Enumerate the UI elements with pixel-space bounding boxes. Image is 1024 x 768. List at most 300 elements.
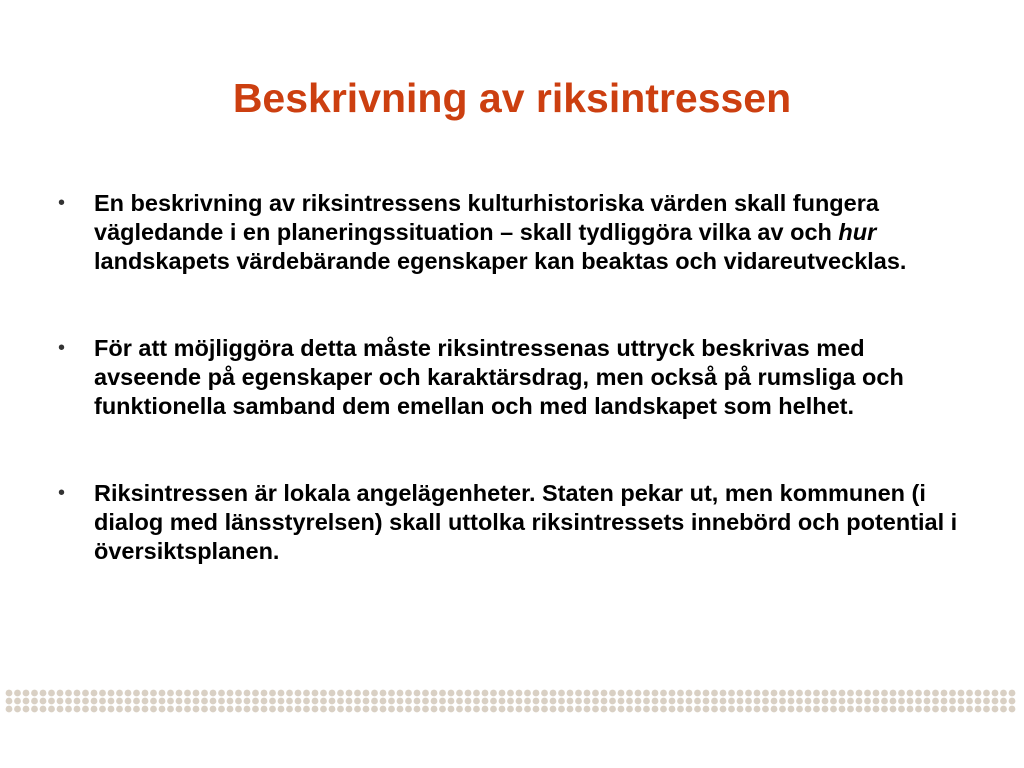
decorative-dot	[312, 706, 319, 713]
decorative-dot	[609, 698, 616, 705]
decorative-dot	[371, 698, 378, 705]
decorative-dot	[346, 698, 353, 705]
decorative-dot	[295, 690, 302, 697]
decorative-dot	[31, 698, 38, 705]
decorative-dot	[847, 698, 854, 705]
decorative-dot	[439, 698, 446, 705]
decorative-dot	[354, 706, 361, 713]
decorative-dot	[915, 698, 922, 705]
decorative-dot	[320, 698, 327, 705]
decorative-dot	[490, 706, 497, 713]
decorative-dot	[23, 698, 30, 705]
decorative-dot	[380, 698, 387, 705]
decorative-dot	[303, 690, 310, 697]
decorative-dot	[6, 698, 13, 705]
decorative-dot	[176, 690, 183, 697]
decorative-dot	[414, 706, 421, 713]
decorative-dot	[983, 690, 990, 697]
decorative-dot	[541, 706, 548, 713]
decorative-dot	[609, 706, 616, 713]
decorative-dot	[456, 706, 463, 713]
decorative-dot	[881, 690, 888, 697]
decorative-dot	[116, 690, 123, 697]
decorative-dot	[907, 690, 914, 697]
decorative-dot	[558, 706, 565, 713]
decorative-dot	[813, 698, 820, 705]
decorative-dot	[150, 706, 157, 713]
decorative-dot	[618, 706, 625, 713]
decorative-dot	[295, 706, 302, 713]
decorative-dot	[958, 690, 965, 697]
decorative-dot	[932, 690, 939, 697]
decorative-dot	[201, 706, 208, 713]
decorative-dot	[473, 706, 480, 713]
bullet-icon: •	[58, 482, 66, 504]
decorative-dot	[796, 706, 803, 713]
decorative-dot	[65, 690, 72, 697]
decorative-dot	[286, 698, 293, 705]
decorative-dot	[65, 698, 72, 705]
decorative-dot	[932, 706, 939, 713]
decorative-dot	[363, 698, 370, 705]
decorative-dot	[966, 698, 973, 705]
decorative-dot	[150, 698, 157, 705]
decorative-dot	[167, 698, 174, 705]
decorative-dot	[507, 698, 514, 705]
decorative-dot	[235, 690, 242, 697]
decorative-dot	[218, 706, 225, 713]
decorative-dot	[839, 706, 846, 713]
decorative-dot	[796, 698, 803, 705]
decorative-dot	[431, 706, 438, 713]
decorative-dot	[686, 690, 693, 697]
decorative-dot	[473, 690, 480, 697]
decorative-dot	[473, 698, 480, 705]
decorative-dot	[448, 698, 455, 705]
decorative-dot	[244, 706, 251, 713]
decorative-dot	[737, 706, 744, 713]
decorative-dot	[303, 706, 310, 713]
decorative-dot	[74, 698, 81, 705]
decorative-dot	[57, 706, 64, 713]
decorative-dot	[924, 706, 931, 713]
decorative-dot	[669, 698, 676, 705]
decorative-dot	[643, 690, 650, 697]
decorative-dot	[337, 706, 344, 713]
decorative-dot	[133, 690, 140, 697]
decorative-dot	[490, 698, 497, 705]
decorative-dot	[796, 690, 803, 697]
decorative-dot	[312, 698, 319, 705]
decorative-dot	[941, 706, 948, 713]
decorative-dot	[660, 698, 667, 705]
decorative-dot	[813, 690, 820, 697]
decorative-dot	[771, 706, 778, 713]
decorative-dot	[609, 690, 616, 697]
decorative-dot	[48, 690, 55, 697]
decorative-dot	[482, 698, 489, 705]
decorative-dot	[822, 698, 829, 705]
decorative-dot	[524, 690, 531, 697]
decorative-dot	[252, 698, 259, 705]
decorative-dot	[261, 698, 268, 705]
decorative-dot	[669, 706, 676, 713]
decorative-dot	[31, 706, 38, 713]
decorative-dot	[711, 698, 718, 705]
decorative-dot	[626, 706, 633, 713]
decorative-dot	[108, 706, 115, 713]
decorative-dot	[261, 706, 268, 713]
decorative-dot	[694, 698, 701, 705]
decorative-dot	[584, 690, 591, 697]
decorative-dot	[125, 706, 132, 713]
decorative-dot	[703, 690, 710, 697]
decorative-dot	[1009, 698, 1016, 705]
decorative-dot	[142, 690, 149, 697]
decorative-dot	[82, 698, 89, 705]
decorative-dot	[133, 706, 140, 713]
decorative-dot	[669, 690, 676, 697]
decorative-dot	[329, 706, 336, 713]
decorative-dot	[847, 690, 854, 697]
decorative-dot	[57, 698, 64, 705]
decorative-dot	[201, 698, 208, 705]
decorative-dot	[873, 690, 880, 697]
decorative-dot	[227, 706, 234, 713]
decorative-dot	[269, 698, 276, 705]
decorative-dot	[227, 690, 234, 697]
decorative-dot	[210, 706, 217, 713]
decorative-dot	[873, 698, 880, 705]
decorative-dot	[949, 706, 956, 713]
decorative-dot	[516, 690, 523, 697]
decorative-dot	[992, 690, 999, 697]
decorative-dot	[779, 698, 786, 705]
decorative-dot	[567, 698, 574, 705]
decorative-dot	[890, 690, 897, 697]
decorative-dot	[584, 698, 591, 705]
decorative-dot	[261, 690, 268, 697]
decorative-dot	[864, 706, 871, 713]
decorative-dot	[448, 690, 455, 697]
decorative-dot	[125, 698, 132, 705]
decorative-dot	[91, 706, 98, 713]
decorative-dot	[533, 698, 540, 705]
decorative-dot	[499, 706, 506, 713]
decorative-dot	[91, 690, 98, 697]
decorative-dot	[363, 706, 370, 713]
decorative-dot	[966, 706, 973, 713]
decorative-dot	[252, 690, 259, 697]
decorative-dot	[507, 690, 514, 697]
decorative-dot	[295, 698, 302, 705]
decorative-dot	[184, 698, 191, 705]
decorative-dot	[48, 698, 55, 705]
decorative-dot	[82, 706, 89, 713]
decorative-dot	[1000, 706, 1007, 713]
decorative-dot	[176, 706, 183, 713]
decorative-dot	[499, 690, 506, 697]
decorative-dot	[6, 706, 13, 713]
decorative-dot	[728, 698, 735, 705]
decorative-dot	[40, 698, 47, 705]
decorative-dot	[414, 698, 421, 705]
decorative-dot	[762, 698, 769, 705]
decorative-dot	[949, 690, 956, 697]
decorative-dot	[915, 706, 922, 713]
decorative-dot	[6, 690, 13, 697]
decorative-dot	[635, 706, 642, 713]
decorative-dot	[99, 698, 106, 705]
decorative-dot	[558, 690, 565, 697]
decorative-dot	[788, 690, 795, 697]
decorative-dot	[312, 690, 319, 697]
decorative-dot	[805, 698, 812, 705]
decorative-dot	[167, 690, 174, 697]
decorative-dot	[618, 690, 625, 697]
decorative-dot	[830, 698, 837, 705]
decorative-dot	[822, 706, 829, 713]
decorative-dot	[397, 698, 404, 705]
decorative-dot	[125, 690, 132, 697]
decorative-dot	[193, 698, 200, 705]
bullet-text: En beskrivning av riksintressens kulturhistoriska värden skall fungera vägledande i en planeringssituation – skall tydliggöra vilka av och	[94, 190, 879, 245]
decorative-dot	[142, 706, 149, 713]
decorative-dot	[864, 698, 871, 705]
decorative-dot	[346, 690, 353, 697]
decorative-dot	[592, 690, 599, 697]
decorative-dot	[805, 706, 812, 713]
decorative-dot	[890, 706, 897, 713]
decorative-dot	[958, 698, 965, 705]
decorative-dot	[711, 706, 718, 713]
decorative-dot	[924, 690, 931, 697]
decorative-dot	[567, 706, 574, 713]
decorative-dot	[278, 698, 285, 705]
decorative-dot	[1009, 706, 1016, 713]
bullet-item-3	[58, 479, 968, 566]
decorative-dot	[337, 690, 344, 697]
decorative-dot	[907, 706, 914, 713]
decorative-dot	[541, 690, 548, 697]
decorative-dot	[278, 690, 285, 697]
bullet-emphasis: hur	[838, 219, 877, 245]
decorative-dot	[405, 698, 412, 705]
decorative-dot	[516, 698, 523, 705]
decorative-dot	[388, 706, 395, 713]
decorative-dot	[31, 690, 38, 697]
decorative-dot	[626, 698, 633, 705]
dotted-border-decoration	[0, 688, 1024, 718]
decorative-dot	[465, 706, 472, 713]
decorative-dot	[677, 698, 684, 705]
bullet-item-1	[58, 189, 968, 276]
decorative-dot	[983, 698, 990, 705]
decorative-dot	[720, 706, 727, 713]
decorative-dot	[907, 698, 914, 705]
decorative-dot	[422, 698, 429, 705]
decorative-dot	[652, 698, 659, 705]
decorative-dot	[694, 706, 701, 713]
decorative-dot	[329, 690, 336, 697]
decorative-dot	[397, 706, 404, 713]
decorative-dot	[218, 698, 225, 705]
decorative-dot	[116, 706, 123, 713]
decorative-dot	[686, 698, 693, 705]
decorative-dot	[388, 698, 395, 705]
decorative-dot	[830, 706, 837, 713]
decorative-dot	[320, 706, 327, 713]
decorative-dot	[184, 690, 191, 697]
decorative-dot	[660, 690, 667, 697]
decorative-dot	[371, 706, 378, 713]
decorative-dot	[286, 706, 293, 713]
decorative-dot	[601, 698, 608, 705]
decorative-dot	[269, 690, 276, 697]
decorative-dot	[558, 698, 565, 705]
decorative-dot	[210, 698, 217, 705]
decorative-dot	[320, 690, 327, 697]
decorative-dot	[40, 706, 47, 713]
decorative-dot	[286, 690, 293, 697]
decorative-dot	[14, 698, 21, 705]
decorative-dot	[771, 690, 778, 697]
decorative-dot	[873, 706, 880, 713]
decorative-dot	[82, 690, 89, 697]
decorative-dot	[524, 698, 531, 705]
decorative-dot	[992, 706, 999, 713]
decorative-dot	[541, 698, 548, 705]
decorative-dot	[830, 690, 837, 697]
decorative-dot	[737, 698, 744, 705]
decorative-dot	[193, 706, 200, 713]
decorative-dot	[754, 706, 761, 713]
decorative-dot	[941, 690, 948, 697]
decorative-dot	[975, 706, 982, 713]
decorative-dot	[1000, 698, 1007, 705]
decorative-dot	[23, 690, 30, 697]
decorative-dot	[159, 698, 166, 705]
decorative-dot	[958, 706, 965, 713]
decorative-dot	[754, 690, 761, 697]
decorative-dot	[465, 690, 472, 697]
decorative-dot	[779, 690, 786, 697]
decorative-dot	[235, 698, 242, 705]
decorative-dot	[210, 690, 217, 697]
decorative-dot	[303, 698, 310, 705]
decorative-dot	[99, 690, 106, 697]
decorative-dot	[14, 690, 21, 697]
decorative-dot	[575, 690, 582, 697]
decorative-dot	[652, 706, 659, 713]
decorative-dot	[465, 698, 472, 705]
decorative-dot	[677, 706, 684, 713]
decorative-dot	[1000, 690, 1007, 697]
decorative-dot	[635, 690, 642, 697]
decorative-dot	[74, 690, 81, 697]
decorative-dot	[575, 698, 582, 705]
decorative-dot	[142, 698, 149, 705]
decorative-dot	[745, 690, 752, 697]
bullet-text-continued: landskapets värdebärande egenskaper kan beaktas och vidareutvecklas.	[94, 248, 907, 274]
decorative-dot	[575, 706, 582, 713]
decorative-dot	[176, 698, 183, 705]
decorative-dot	[252, 706, 259, 713]
decorative-dot	[762, 690, 769, 697]
decorative-dot	[864, 690, 871, 697]
decorative-dot	[65, 706, 72, 713]
decorative-dot	[244, 698, 251, 705]
decorative-dot	[397, 690, 404, 697]
decorative-dot	[754, 698, 761, 705]
decorative-dot	[329, 698, 336, 705]
decorative-dot	[439, 690, 446, 697]
decorative-dot	[890, 698, 897, 705]
decorative-dot	[626, 690, 633, 697]
decorative-dot	[108, 698, 115, 705]
decorative-dot	[839, 698, 846, 705]
bullet-icon: •	[58, 337, 66, 359]
bullet-list	[58, 189, 968, 624]
decorative-dot	[592, 698, 599, 705]
decorative-dot	[516, 706, 523, 713]
bullet-text: För att möjliggöra detta måste riksintressenas uttryck beskrivas med avseende på egenskaper och karaktärsdrag, men också på rumsliga och funktionella samband dem emellan och med landskapet som helhet.	[94, 335, 904, 419]
decorative-dot	[813, 706, 820, 713]
decorative-dot	[550, 690, 557, 697]
decorative-dot	[371, 690, 378, 697]
decorative-dot	[235, 706, 242, 713]
decorative-dot	[660, 706, 667, 713]
decorative-dot	[482, 690, 489, 697]
decorative-dot	[431, 698, 438, 705]
decorative-dot	[380, 690, 387, 697]
decorative-dot	[652, 690, 659, 697]
decorative-dot	[499, 698, 506, 705]
decorative-dot	[57, 690, 64, 697]
decorative-dot	[550, 706, 557, 713]
decorative-dot	[728, 690, 735, 697]
decorative-dot	[422, 706, 429, 713]
decorative-dot	[618, 698, 625, 705]
decorative-dot	[507, 706, 514, 713]
decorative-dot	[881, 698, 888, 705]
decorative-dot	[898, 706, 905, 713]
decorative-dot	[1009, 690, 1016, 697]
decorative-dot	[193, 690, 200, 697]
decorative-dot	[337, 698, 344, 705]
decorative-dot	[983, 706, 990, 713]
decorative-dot	[771, 698, 778, 705]
decorative-dot	[745, 706, 752, 713]
decorative-dot	[584, 706, 591, 713]
slide-title: Beskrivning av riksintressen	[232, 75, 792, 121]
decorative-dot	[941, 698, 948, 705]
decorative-dot	[788, 698, 795, 705]
decorative-dot	[533, 706, 540, 713]
decorative-dot	[422, 690, 429, 697]
decorative-dot	[456, 690, 463, 697]
decorative-dot	[915, 690, 922, 697]
decorative-dot	[592, 706, 599, 713]
decorative-dot	[363, 690, 370, 697]
decorative-dot	[924, 698, 931, 705]
decorative-dot	[643, 698, 650, 705]
decorative-dot	[23, 706, 30, 713]
decorative-dot	[703, 706, 710, 713]
decorative-dot	[278, 706, 285, 713]
decorative-dot	[48, 706, 55, 713]
decorative-dot	[839, 690, 846, 697]
